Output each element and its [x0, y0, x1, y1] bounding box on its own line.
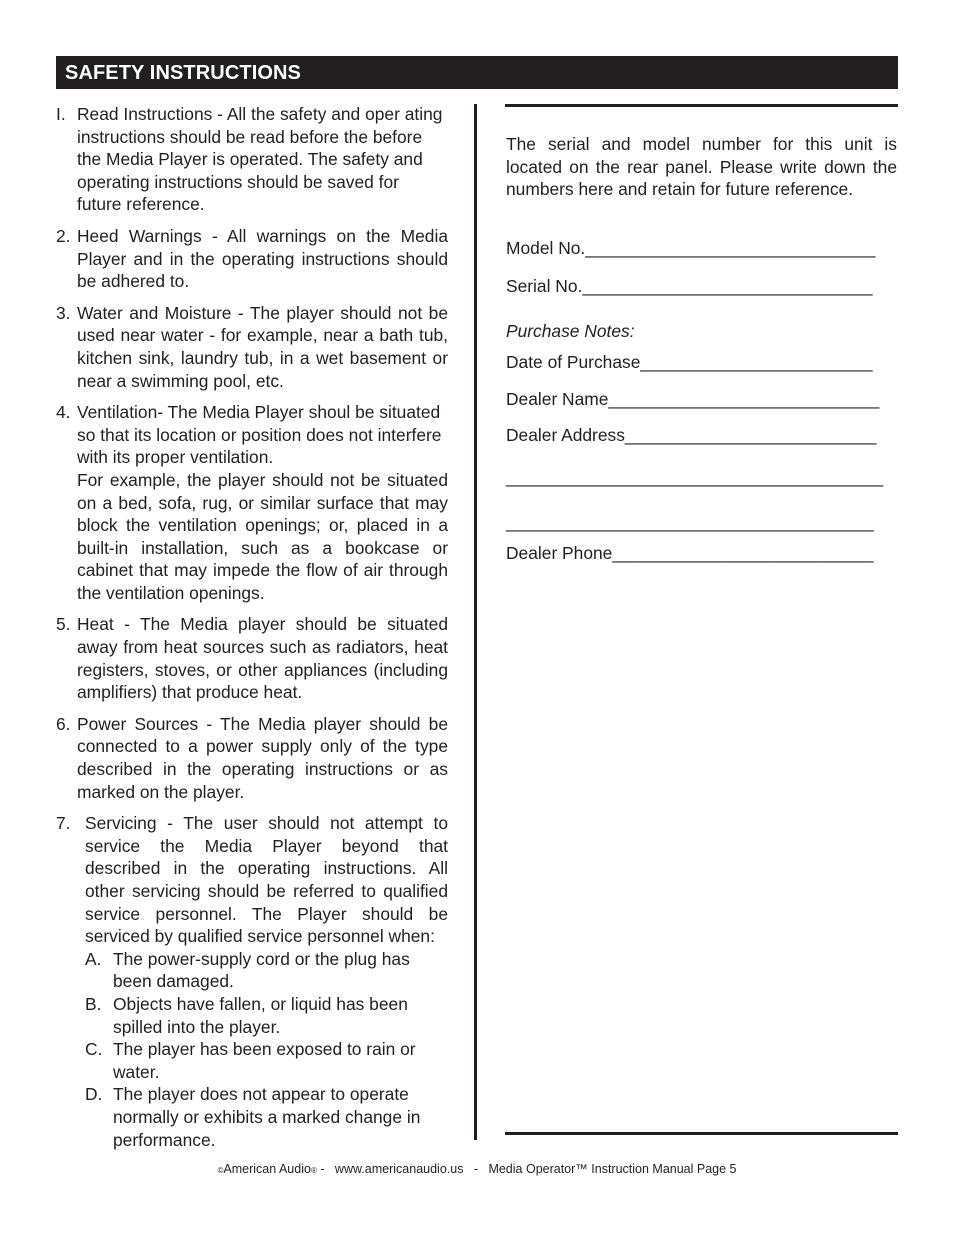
- instruction-number: 4.: [56, 402, 71, 423]
- dealer-address-field: Dealer Address__________________________: [506, 425, 877, 445]
- dealer-address-blank-line: ______________________________________: [506, 512, 874, 532]
- condition-letter: B.: [85, 993, 102, 1014]
- servicing-condition: [85, 1083, 448, 1151]
- instruction-text: Water and Moisture - The player should not be used near water - for example, near a bath tub, kitchen sink, laundry tub, in a wet basement or near a swimming pool, etc.: [77, 302, 448, 391]
- instruction-number: I.: [56, 104, 66, 124]
- safety-instructions-list: [56, 103, 448, 1160]
- servicing-conditions-list: [56, 948, 448, 1151]
- serial-number-field: Serial No.______________________________: [506, 276, 873, 296]
- instruction-item: [56, 401, 448, 604]
- condition-letter: D.: [85, 1084, 103, 1105]
- instruction-text: Read Instructions - All the safety and oper ating instructions should be read before the before the Media Player is operated. The safety and operating instructions should be saved for future reference.: [77, 104, 443, 215]
- condition-text: Objects have fallen, or liquid has been spilled into the player.: [113, 993, 408, 1037]
- copyright-symbol: ©: [217, 1166, 224, 1175]
- footer-text: - www.americanaudio.us - Media Operator™ Instruction Manual Page 5: [316, 1162, 737, 1176]
- registered-symbol: ®: [310, 1166, 317, 1175]
- instruction-number: 6.: [56, 713, 71, 734]
- condition-letter: A.: [85, 948, 102, 969]
- condition-letter: C.: [85, 1039, 103, 1060]
- servicing-condition: [85, 1038, 448, 1083]
- footer-brand: American Audio: [223, 1162, 311, 1176]
- instruction-text: Heat - The Media player should be situated away from heat sources such as radiators, heat registers, stoves, or other appliances (including amplifiers) that produce heat.: [77, 614, 448, 703]
- section-title: SAFETY INSTRUCTIONS: [65, 62, 301, 84]
- instruction-text: Power Sources - The Media player should be connected to a power supply only of the type described in the operating instructions or as marked on the player.: [77, 713, 448, 802]
- page-footer: [0, 1162, 954, 1176]
- serial-intro-text: The serial and model number for this unit is located on the rear panel. Please write down the numbers here and retain for future reference.: [506, 134, 897, 200]
- instruction-item: [56, 613, 448, 703]
- instruction-text: Servicing - The user should not attempt to service the Media Player beyond that described in the operating instructions. All other servicing should be referred to qualified service personnel. The Player should be serviced by qualified service personnel when:: [85, 813, 448, 947]
- column-divider: [474, 104, 477, 1140]
- section-header-bar: [56, 56, 898, 89]
- instruction-item: [56, 713, 448, 803]
- dealer-phone-field: Dealer Phone___________________________: [506, 543, 874, 563]
- dealer-address-blank-line: _______________________________________: [506, 467, 884, 487]
- condition-text: The power-supply cord or the plug has been damaged.: [113, 948, 410, 992]
- record-form: [506, 133, 897, 563]
- dealer-name-field: Dealer Name____________________________: [506, 389, 880, 409]
- instruction-item: [56, 812, 448, 1151]
- instruction-number: 3.: [56, 302, 71, 323]
- instruction-text: Ventilation- The Media Player shoul be situated so that its location or position does not interfere with its proper ventilation.: [77, 402, 442, 468]
- condition-text: The player does not appear to operate normally or exhibits a marked change in performance.: [113, 1084, 421, 1150]
- instruction-text: Heed Warnings - All warnings on the Media Player and in the operating instructions should be adhered to.: [77, 225, 448, 292]
- instruction-number: 2.: [56, 225, 71, 246]
- purchase-notes-heading: Purchase Notes:: [506, 321, 635, 341]
- instruction-item: [56, 225, 448, 293]
- instruction-item: [56, 302, 448, 392]
- servicing-condition: [85, 948, 448, 993]
- bottom-rule: [505, 1132, 898, 1135]
- model-number-field: Model No.______________________________: [506, 238, 876, 258]
- date-of-purchase-field: Date of Purchase________________________: [506, 352, 873, 372]
- instruction-item: [56, 103, 448, 216]
- instruction-number: 5.: [56, 614, 71, 635]
- servicing-condition: [85, 993, 448, 1038]
- instruction-number: 7.: [56, 813, 71, 834]
- condition-text: The player has been exposed to rain or water.: [113, 1039, 416, 1082]
- top-rule: [505, 104, 898, 107]
- instruction-text-continued: For example, the player should not be situated on a bed, sofa, rug, or similar surface that may block the ventilation openings; or, placed in a built-in installation, such as a bookcase or cabinet that may impede the flow of air through the ventilation openings.: [77, 469, 448, 603]
